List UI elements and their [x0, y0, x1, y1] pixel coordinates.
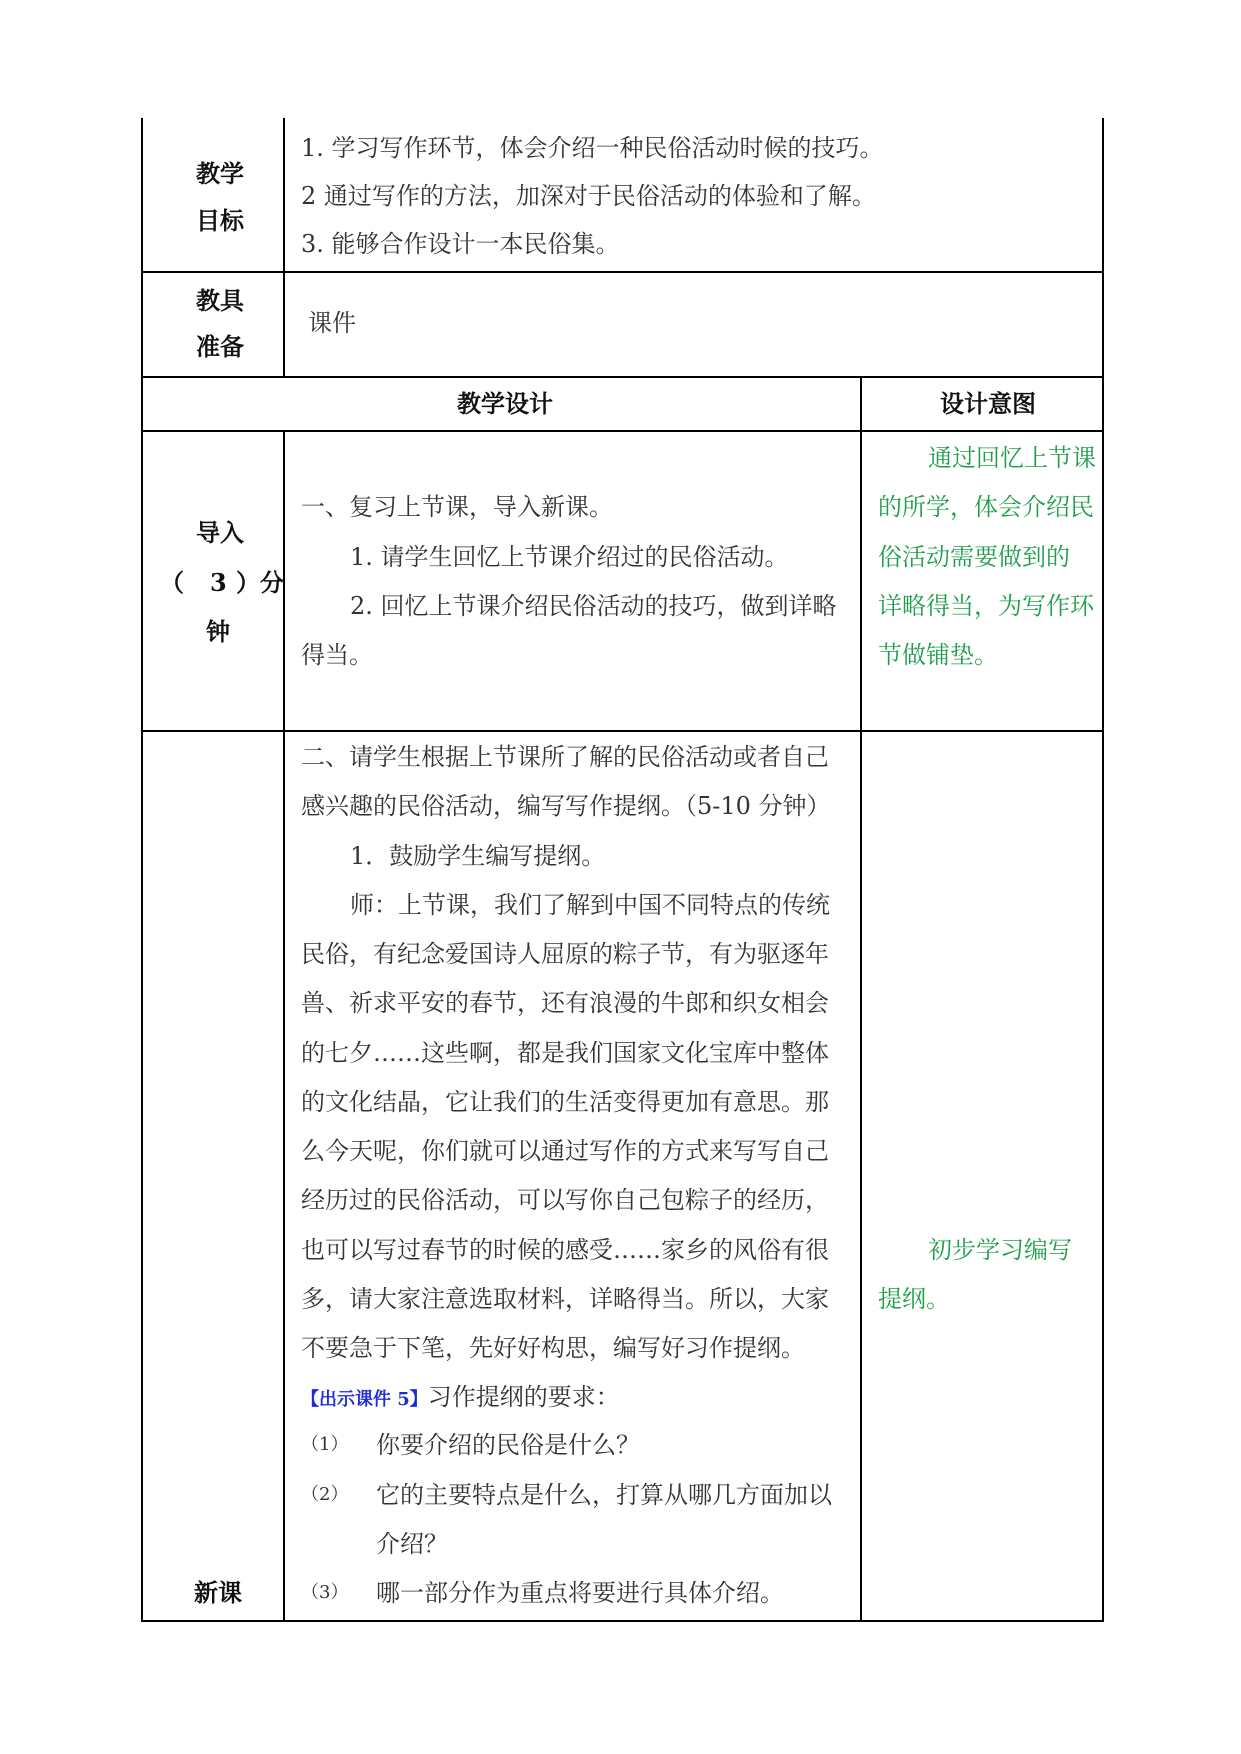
- row-divider: [141, 730, 1104, 732]
- intro-label-minutes: 3: [210, 568, 227, 597]
- intent-column-divider: [860, 376, 862, 1622]
- newlesson-line-5: 民俗，有纪念爱国诗人屈原的粽子节，有为驱逐年: [301, 940, 829, 968]
- intro-label-line3: 钟: [206, 617, 230, 646]
- newlesson-line-7: 的七夕……这些啊，都是我们国家文化宝库中整体: [301, 1039, 829, 1067]
- newlesson-line-4: 师：上节课，我们了解到中国不同特点的传统: [350, 891, 830, 919]
- intro-line-2: 1. 请学生回忆上节课介绍过的民俗活动。: [350, 543, 789, 571]
- newlesson-line-11: 也可以写过春节的时候的感受……家乡的风俗有很: [301, 1236, 829, 1264]
- newlesson-intent-line-2: 提纲。: [878, 1285, 950, 1313]
- courseware-tag: 【出示课件 5】: [301, 1389, 428, 1410]
- requirement-num-2: （2）: [301, 1484, 349, 1505]
- intro-label-paren-close: ）分: [236, 568, 284, 597]
- requirement-text-2-cont: 介绍？: [376, 1530, 448, 1558]
- intro-intent-line-1: 通过回忆上节课: [928, 444, 1096, 472]
- table-right-border: [1102, 118, 1104, 1622]
- row-divider: [141, 430, 1104, 432]
- materials-label-line1: 教具: [196, 286, 244, 315]
- objective-item-1: 1. 学习写作环节，体会介绍一种民俗活动时候的技巧。: [301, 134, 884, 162]
- newlesson-label: 新课: [194, 1578, 242, 1607]
- header-intent: 设计意图: [940, 389, 1036, 418]
- intro-line-4: 得当。: [301, 641, 373, 669]
- newlesson-line-6: 兽、祈求平安的春节，还有浪漫的牛郎和织女相会: [301, 989, 829, 1017]
- objectives-label-line2: 目标: [196, 206, 244, 235]
- newlesson-intent-line-1: 初步学习编写: [928, 1236, 1072, 1264]
- label-column-divider: [283, 118, 285, 376]
- objective-item-3: 3. 能够合作设计一本民俗集。: [301, 230, 620, 258]
- requirement-num-1: （1）: [301, 1434, 349, 1455]
- intro-line-3: 2. 回忆上节课介绍民俗活动的技巧，做到详略: [350, 592, 837, 620]
- requirement-num-3: （3）: [301, 1582, 349, 1603]
- newlesson-line-2: 感兴趣的民俗活动，编写写作提纲。（5-10 分钟）: [301, 792, 831, 820]
- requirement-text-3: 哪一部分作为重点将要进行具体介绍。: [376, 1579, 784, 1607]
- materials-label-line2: 准备: [196, 332, 244, 361]
- newlesson-line-13: 不要急于下笔，先好好构思，编写好习作提纲。: [301, 1334, 805, 1362]
- intro-intent-line-3: 俗活动需要做到的: [878, 543, 1070, 571]
- newlesson-line-10: 经历过的民俗活动，可以写你自己包粽子的经历，: [301, 1186, 829, 1214]
- lesson-plan-table: [141, 118, 1104, 1622]
- label-column-divider: [283, 430, 285, 1622]
- intro-intent-line-5: 节做铺垫。: [878, 641, 998, 669]
- intro-label-line1: 导入: [196, 518, 244, 547]
- intro-intent-line-2: 的所学，体会介绍民: [878, 493, 1094, 521]
- requirement-text-1: 你要介绍的民俗是什么？: [376, 1431, 640, 1459]
- newlesson-line-1: 二、请学生根据上节课所了解的民俗活动或者自己: [301, 743, 829, 771]
- newlesson-line-12: 多，请大家注意选取材料，详略得当。所以，大家: [301, 1285, 829, 1313]
- table-bottom-border: [141, 1620, 1104, 1622]
- newlesson-line-9: 么今天呢，你们就可以通过写作的方式来写写自己: [301, 1137, 829, 1165]
- intro-line-1: 一、复习上节课，导入新课。: [301, 493, 613, 521]
- objectives-label-line1: 教学: [196, 159, 244, 188]
- newlesson-line-8: 的文化结晶，它让我们的生活变得更加有意思。那: [301, 1088, 829, 1116]
- courseware-text: 习作提纲的要求：: [427, 1383, 620, 1411]
- table-left-border: [141, 118, 143, 1622]
- intro-intent-line-4: 详略得当，为写作环: [878, 592, 1094, 620]
- intro-label-paren-open: （: [160, 568, 184, 597]
- row-divider: [141, 271, 1104, 273]
- requirement-text-2: 它的主要特点是什么，打算从哪几方面加以: [376, 1481, 832, 1509]
- header-design: 教学设计: [457, 389, 553, 418]
- row-divider: [141, 376, 1104, 378]
- materials-value: 课件: [308, 309, 356, 337]
- newlesson-line-3: 1．鼓励学生编写提纲。: [350, 842, 606, 870]
- courseware-line: [301, 1373, 620, 1424]
- objective-item-2: 2 通过写作的方法，加深对于民俗活动的体验和了解。: [301, 182, 876, 210]
